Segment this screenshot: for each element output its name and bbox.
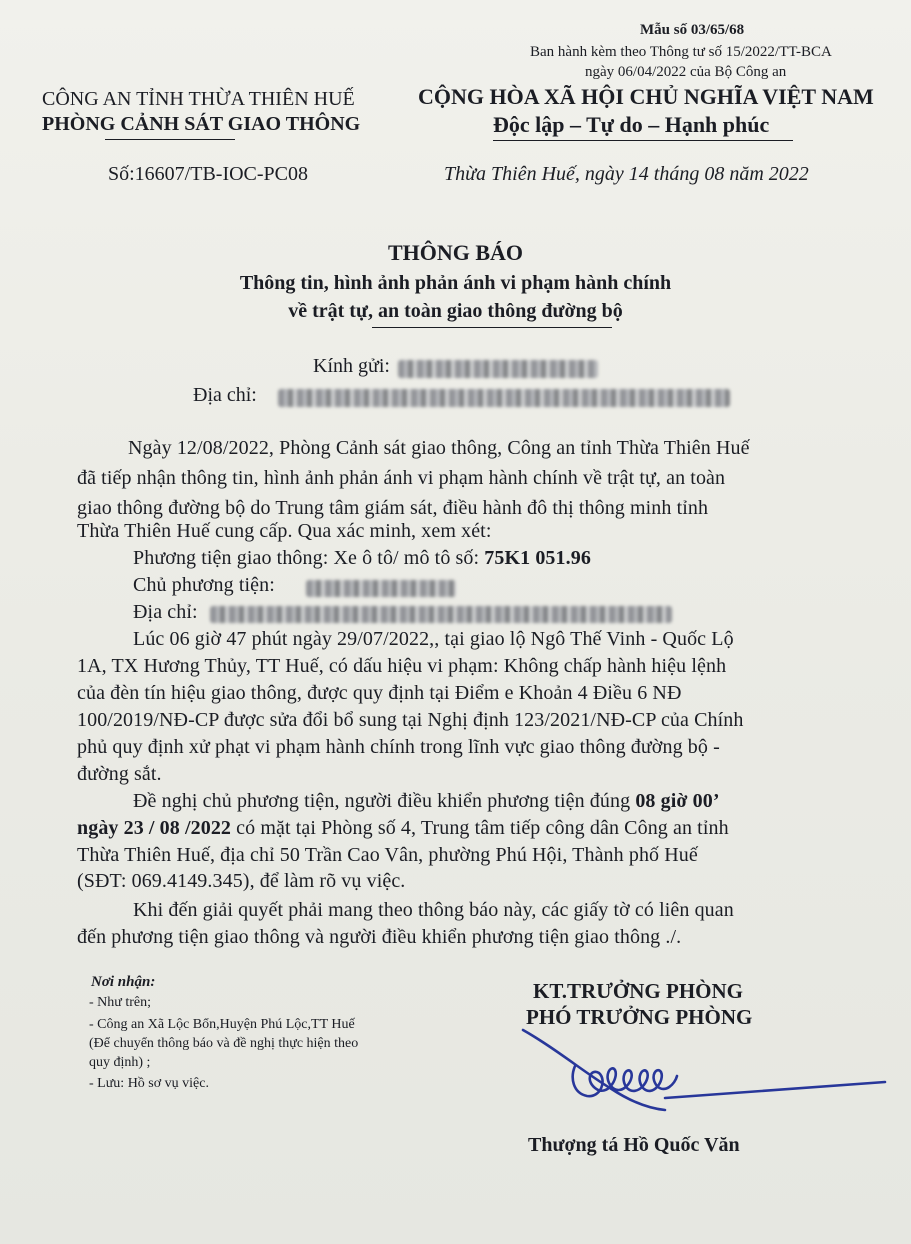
recipients-line5: - Lưu: Hồ sơ vụ việc. bbox=[89, 1076, 209, 1091]
body-p3-line3: Thừa Thiên Huế, địa chỉ 50 Trần Cao Vân, phường Phú Hội, Thành phố Huế bbox=[77, 844, 698, 866]
body-p2-line4: 100/2019/NĐ-CP được sửa đổi bổ sung tại Nghị định 123/2021/NĐ-CP của Chính bbox=[77, 709, 744, 731]
handwritten-signature bbox=[515, 1018, 895, 1128]
body-p4-line2: đến phương tiện giao thông và người điều khiển phương tiện giao thông ./. bbox=[77, 926, 682, 948]
body-p2-line2: 1A, TX Hương Thủy, TT Huế, có dấu hiệu vi phạm: Không chấp hành hiệu lệnh bbox=[77, 655, 727, 677]
recipient-address-label: Địa chỉ: bbox=[193, 384, 257, 406]
document-number: Số:16607/TB-IOC-PC08 bbox=[108, 163, 309, 185]
body-p2-line3: của đèn tín hiệu giao thông, được quy định tại Điểm e Khoản 4 Điều 6 NĐ bbox=[77, 682, 682, 704]
owner-address-label: Địa chỉ: bbox=[133, 601, 198, 623]
recipients-heading: Nơi nhận: bbox=[91, 974, 156, 990]
vehicle-plate: 75K1 051.96 bbox=[484, 547, 591, 569]
document-title: THÔNG BÁO bbox=[387, 240, 524, 265]
p3-line2-text: có mặt tại Phòng số 4, Trung tâm tiếp công dân Công an tỉnh bbox=[231, 817, 729, 839]
vehicle-line bbox=[133, 547, 591, 570]
body-p2-line6: đường sắt. bbox=[77, 763, 162, 785]
motto-underline bbox=[493, 140, 793, 141]
national-title: CỘNG HÒA XÃ HỘI CHỦ NGHĨA VIỆT NAM bbox=[418, 84, 874, 109]
redacted-recipient-address bbox=[278, 389, 730, 407]
agency-name: CÔNG AN TỈNH THỪA THIÊN HUẾ bbox=[42, 88, 355, 110]
issued-by-line2: ngày 06/04/2022 của Bộ Công an bbox=[585, 64, 787, 80]
redacted-owner-address bbox=[210, 606, 672, 623]
issued-by-line1: Ban hành kèm theo Thông tư số 15/2022/TT-BCA bbox=[530, 44, 832, 60]
recipients-line2: - Công an Xã Lộc Bổn,Huyện Phú Lộc,TT Huế bbox=[89, 1017, 355, 1032]
redacted-owner-name bbox=[306, 580, 456, 597]
title-underline bbox=[372, 327, 612, 328]
vehicle-label: Phương tiện giao thông: Xe ô tô/ mô tô số: bbox=[133, 547, 485, 569]
recipient-label: Kính gửi: bbox=[313, 355, 390, 377]
document-subtitle-line2: về trật tự, an toàn giao thông đường bộ bbox=[288, 300, 623, 322]
department-name: PHÒNG CẢNH SÁT GIAO THÔNG bbox=[42, 113, 361, 135]
appointment-time: 08 giờ 00’ bbox=[635, 790, 720, 812]
body-p1-line4: Thừa Thiên Huế cung cấp. Qua xác minh, xem xét: bbox=[77, 520, 492, 542]
form-number: Mẫu số 03/65/68 bbox=[640, 22, 745, 38]
national-motto: Độc lập – Tự do – Hạnh phúc bbox=[493, 112, 770, 137]
recipients-line1: - Như trên; bbox=[89, 995, 152, 1010]
p3-line1-text: Đề nghị chủ phương tiện, người điều khiển phương tiện đúng bbox=[133, 790, 636, 812]
body-p3-line2 bbox=[77, 817, 729, 840]
place-and-date: Thừa Thiên Huế, ngày 14 tháng 08 năm 2022 bbox=[444, 163, 809, 185]
body-p3-line4: (SĐT: 069.4149.345), để làm rõ vụ việc. bbox=[77, 870, 406, 892]
recipients-line3: (Để chuyển thông báo và đề nghị thực hiện theo bbox=[89, 1036, 359, 1051]
recipients-line4: quy định) ; bbox=[89, 1055, 151, 1070]
redacted-recipient-name bbox=[398, 360, 598, 378]
body-p2-line5: phủ quy định xử phạt vi phạm hành chính trong lĩnh vực giao thông đường bộ - bbox=[77, 736, 720, 758]
body-p4-line1: Khi đến giải quyết phải mang theo thông báo này, các giấy tờ có liên quan bbox=[133, 899, 734, 921]
signer-name: Thượng tá Hồ Quốc Văn bbox=[528, 1134, 740, 1156]
body-p1-line2: đã tiếp nhận thông tin, hình ảnh phản ánh vi phạm hành chính về trật tự, an toàn bbox=[77, 467, 726, 489]
owner-label: Chủ phương tiện: bbox=[133, 574, 275, 596]
signature-title2: PHÓ TRƯỞNG PHÒNG bbox=[526, 1005, 753, 1029]
body-p3-line1 bbox=[133, 790, 720, 813]
body-p2-line1: Lúc 06 giờ 47 phút ngày 29/07/2022,, tại giao lộ Ngô Thế Vinh - Quốc Lộ bbox=[133, 628, 734, 650]
document-subtitle-line1: Thông tin, hình ảnh phản ánh vi phạm hành chính bbox=[239, 272, 672, 294]
body-p1-line3: giao thông đường bộ do Trung tâm giám sát, điều hành đô thị thông minh tỉnh bbox=[77, 497, 709, 519]
signature-title1: KT.TRƯỞNG PHÒNG bbox=[533, 979, 743, 1003]
agency-underline bbox=[105, 139, 235, 140]
appointment-date: ngày 23 / 08 /2022 bbox=[77, 817, 232, 839]
body-p1-line1: Ngày 12/08/2022, Phòng Cảnh sát giao thông, Công an tỉnh Thừa Thiên Huế bbox=[128, 437, 750, 459]
